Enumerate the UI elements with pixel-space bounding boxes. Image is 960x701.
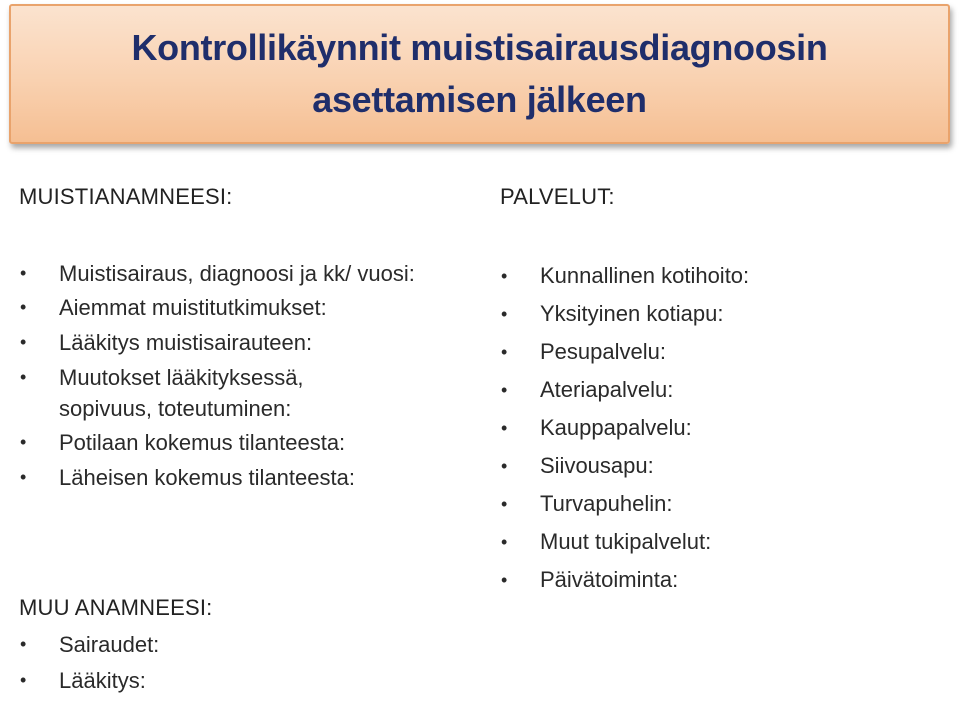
list-item-text: Muistisairaus, diagnoosi ja kk/ vuosi: [59, 261, 415, 286]
list-item [500, 564, 940, 596]
list-item-text: Muutokset lääkityksessä, sopivuus, toteutuminen: [59, 365, 304, 421]
list-item [19, 258, 449, 289]
bullet-icon: • [20, 634, 27, 654]
list-item [500, 488, 940, 520]
list-item-text: Päivätoiminta: [540, 567, 679, 592]
bullet-icon: • [501, 570, 508, 590]
palvelut-list [500, 260, 940, 602]
bullet-icon: • [20, 432, 27, 452]
list-item [19, 362, 449, 424]
muu-anamneesi-heading: MUU ANAMNEESI: [19, 595, 213, 620]
list-item-text: Turvapuhelin: [540, 491, 673, 516]
bullet-icon: • [501, 532, 508, 552]
muistianamneesi-heading: MUISTIANAMNEESI: [19, 184, 233, 209]
palvelut-heading: PALVELUT: [500, 184, 615, 209]
list-item-text: Lääkitys: [59, 668, 146, 693]
bullet-icon: • [20, 670, 27, 690]
list-item [500, 526, 940, 558]
slide-title [131, 22, 827, 126]
bullet-icon: • [501, 266, 508, 286]
list-item [19, 462, 449, 493]
title-line-1: Kontrollikäynnit muistisairausdiagnoosin [131, 27, 828, 68]
bullet-icon: • [20, 297, 27, 317]
list-item-text: Aiemmat muistitutkimukset: [59, 295, 327, 320]
bullet-icon: • [20, 367, 27, 387]
list-item-text: Kauppapalvelu: [540, 415, 692, 440]
bullet-icon: • [20, 332, 27, 352]
list-item [500, 412, 940, 444]
list-item [500, 298, 940, 330]
list-item [500, 450, 940, 482]
bullet-icon: • [20, 467, 27, 487]
muistianamneesi-list [19, 258, 449, 499]
list-item [19, 292, 449, 323]
list-item [500, 374, 940, 406]
list-item-text: Kunnallinen kotihoito: [540, 263, 750, 288]
title-line-2: asettamisen jälkeen [312, 79, 647, 120]
bullet-icon: • [501, 380, 508, 400]
bullet-icon: • [501, 494, 508, 514]
list-item-text: Siivousapu: [540, 453, 654, 478]
list-item-text: Lääkitys muistisairauteen: [59, 330, 313, 355]
bullet-icon: • [20, 263, 27, 283]
list-item-text: Läheisen kokemus tilanteesta: [59, 465, 355, 490]
list-item [19, 629, 419, 660]
bullet-icon: • [501, 456, 508, 476]
list-item [19, 327, 449, 358]
list-item-text: Yksityinen kotiapu: [540, 301, 724, 326]
list-item [19, 427, 449, 458]
muu-anamneesi-list [19, 629, 419, 701]
list-item [500, 260, 940, 292]
bullet-icon: • [501, 418, 508, 438]
list-item [19, 665, 419, 696]
list-item-text: Ateriapalvelu: [540, 377, 674, 402]
title-box [9, 4, 950, 144]
bullet-icon: • [501, 304, 508, 324]
list-item-text: Pesupalvelu: [540, 339, 666, 364]
list-item-text: Sairaudet: [59, 632, 160, 657]
list-item [500, 336, 940, 368]
bullet-icon: • [501, 342, 508, 362]
list-item-text: Potilaan kokemus tilanteesta: [59, 430, 346, 455]
list-item-text: Muut tukipalvelut: [540, 529, 712, 554]
